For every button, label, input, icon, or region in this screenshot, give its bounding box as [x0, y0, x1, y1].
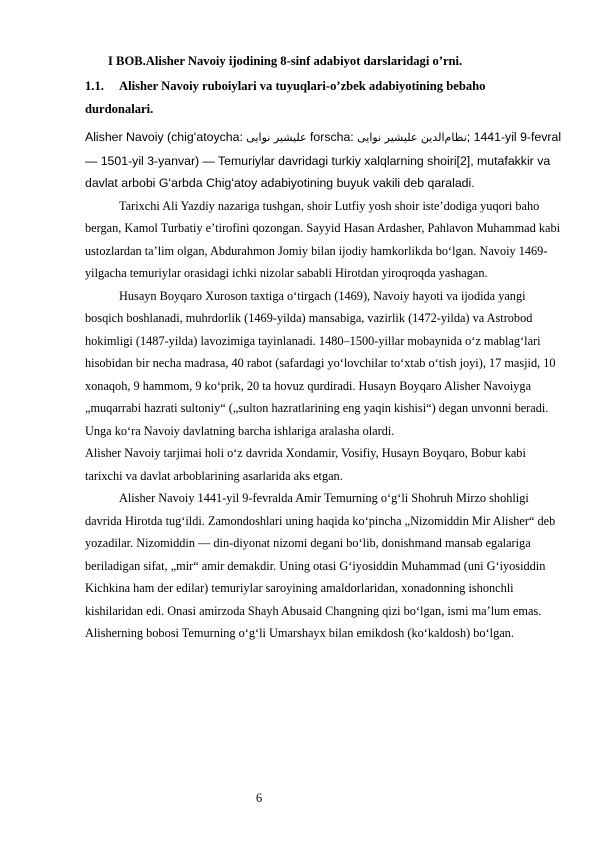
- subsection-title-line2: durdonalari.: [85, 101, 154, 116]
- paragraph-1: Tarixchi Ali Yazdiy nazariga tushgan, shoir Lutfiy yosh shoir isteʼdodiga yuqori baho bergan, Kamol Turbatiy eʼtirofini qozongan. Sayyid Hasan Ardasher, Pahlavon Muhammad kabi ustozlardan taʼlim olgan, Abdurahmon Jomiy bilan ijodiy hamkorlikda boʻlgan. Navoiy 1469-yilgacha temuriylar orasidagi ichki nizolar sababli Hirotdan yiroqroqda yashagan.: [85, 198, 561, 280]
- page-number: 6: [256, 791, 263, 805]
- intro-paragraph: [85, 126, 565, 195]
- subsection-title-line1: Alisher Navoiy ruboiylari va tuyuqlari-o’zbek adabiyotining bebaho: [119, 79, 486, 93]
- intro-part1: Alisher Navoiy (chigʻatoycha:: [85, 130, 247, 144]
- paragraph-3: Alisher Navoiy tarjimai holi oʻz davrida Xondamir, Vosifiy, Husayn Boyqaro, Bobur kabi tarixchi va davlat arboblarining asarlarida aks etgan.: [85, 446, 526, 483]
- paragraph-4: Alisher Navoiy 1441-yil 9-fevralda Amir Temurning oʻgʻli Shohruh Mirzo shohligi davrida Hirotda tugʻildi. Zamondoshlari uning haqida koʻpincha „Nizomiddin Mir Alisher“ deb yozadilar. Nizomiddin — din-diyonat nizomi degani boʻlib, donishmand mansab egalariga beriladigan sifat, „mir“ amir demakdir. Uning otasi Gʻiyosiddin Muhammad (uni Gʻiyosiddin Kichkina ham der edilar) temuriylar saroyining amaldorlaridan, xonadonning ishonchli kishilaridan edi. Onasi amirzoda Shayh Abusaid Changning qizi boʻlgan, ismi maʼlum emas. Alisherning bobosi Temurning oʻgʻli Umarshayx bilan emikdosh (koʻkaldosh) boʻlgan.: [85, 491, 556, 640]
- subsection-number: 1.1.: [85, 79, 104, 93]
- paragraph-2: Husayn Boyqaro Xuroson taxtiga oʻtirgach (1469), Navoiy hayoti va ijodida yangi bosqich boshlanadi, muhrdorlik (1469-yilda) mansabiga, vazirlik (1472-yilda) va Astrobod hokimligi (1487-yilda) lavozimiga tayinlanadi. 1480–1500-yillar mobaynida oʻz mablagʻlari hisobidan bir necha madrasa, 40 rabot (safardagi yoʻlovchilar toʻxtab oʻtish joyi), 17 masjid, 10 xonaqoh, 9 hammom, 9 koʻprik, 20 ta hovuz qurdiradi. Husayn Boyqaro Alisher Navoiyga „muqarrabi hazrati sultoniy“ („sulton hazratlarining eng yaqin kishisi“) degan unvonni beradi. Unga koʻra Navoiy davlatning barcha ishlariga aralasha olardi.: [85, 288, 556, 438]
- intro-part3: ; 1441-yil 9-fevral — 1501-yil 3-yanvar) — Temuriylar davridagi turkiy xalqlarning shoiri[2], mutafakkir va davlat arbobi Gʻarbda Chigʻatoy adabiyotining buyuk vakili deb qaraladi.: [85, 130, 562, 190]
- body-text: [85, 126, 565, 645]
- chapter-heading: I BOB.Alisher Navoiy ijodining 8-sinf adabiyot darslaridagi o’rni.: [108, 54, 463, 68]
- intro-arabic-persian: نظام‌الدین علیشیر نوایی: [357, 131, 467, 144]
- intro-arabic-chagatai: علیشیر نوایی: [246, 131, 307, 144]
- intro-part2: forscha:: [306, 130, 358, 144]
